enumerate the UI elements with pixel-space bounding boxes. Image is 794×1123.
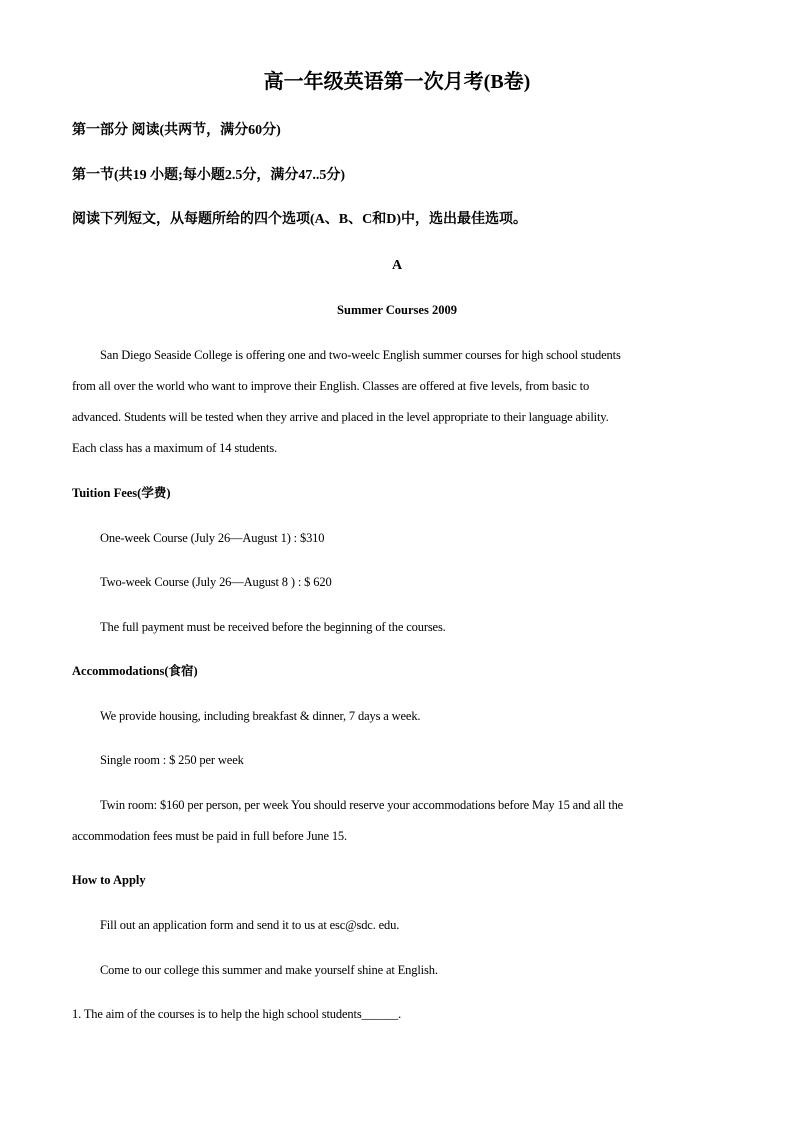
apply-come: Come to our college this summer and make yourself shine at English. [100, 963, 438, 977]
tuition-two-week: Two-week Course (July 26—August 8 ) : $ 620 [100, 575, 332, 589]
intro-line-1: San Diego Seaside College is offering one and two-weelc English summer courses for high school students [100, 348, 621, 362]
section-heading: 第一节(共19 小题;每小题2.5分，满分47..5分) [72, 168, 345, 183]
intro-line-4: Each class has a maximum of 14 students. [72, 441, 278, 455]
accommodations-housing: We provide housing, including breakfast & dinner, 7 days a week. [100, 709, 421, 723]
passage-title: Summer Courses 2009 [337, 303, 457, 317]
tuition-one-week: One-week Course (July 26—August 1) : $310 [100, 531, 325, 545]
accommodations-single: Single room : $ 250 per week [100, 753, 244, 767]
tuition-heading: Tuition Fees(学费) [72, 486, 171, 500]
instructions: 阅读下列短文，从每题所给的四个选项(A、B、C和D)中，选出最佳选项。 [72, 212, 527, 227]
intro-line-2: from all over the world who want to improve their English. Classes are offered at five levels, from basic to [72, 379, 590, 393]
apply-heading: How to Apply [72, 873, 146, 887]
passage-letter: A [391, 258, 403, 273]
document-title: 高一年级英语第一次月考(B卷) [263, 71, 531, 93]
question-1: 1. The aim of the courses is to help the high school students______. [72, 1007, 402, 1021]
accommodations-twin-line-1: Twin room: $160 per person, per week You should reserve your accommodations before May 15 and all the [100, 798, 624, 812]
apply-fill: Fill out an application form and send it to us at esc@sdc. edu. [100, 918, 400, 932]
part-heading: 第一部分 阅读(共两节，满分60分) [72, 123, 281, 138]
accommodations-twin-line-2: accommodation fees must be paid in full before June 15. [72, 829, 348, 843]
intro-line-3: advanced. Students will be tested when they arrive and placed in the level appropriate to their language ability. [72, 410, 609, 424]
accommodations-heading: Accommodations(食宿) [72, 664, 198, 678]
tuition-payment-note: The full payment must be received before the beginning of the courses. [100, 620, 446, 634]
